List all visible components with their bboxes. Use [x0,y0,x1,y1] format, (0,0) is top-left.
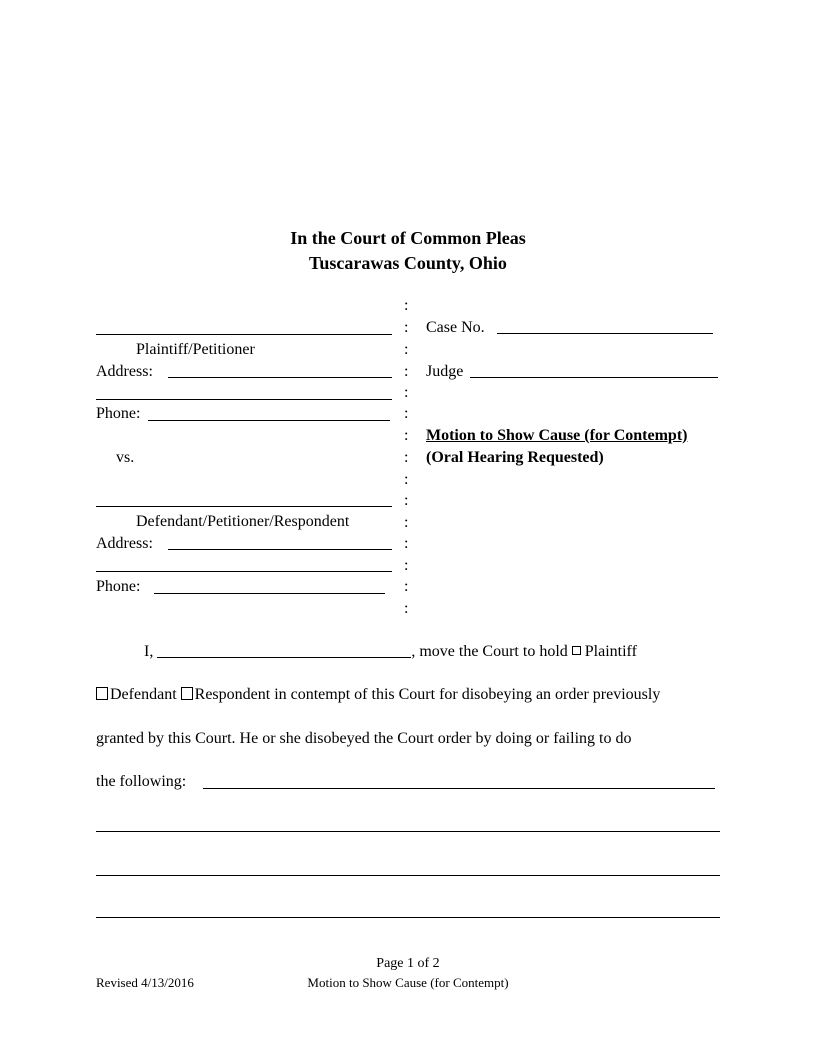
plaintiff-phone-field[interactable] [148,420,390,421]
movant-name-field[interactable] [157,643,411,658]
colon: : [404,514,409,531]
following-label: the following: [96,773,187,790]
defendant-phone-field[interactable] [154,593,385,594]
revised-date: Revised 4/13/2016 [96,975,194,990]
respondent-option-label: Respondent [194,686,271,703]
defendant-address-label: Address: [96,535,153,552]
colon: : [404,578,409,595]
colon: : [404,600,409,617]
contempt-text: in contempt of this Court for disobeying an order previously [274,686,661,703]
colon: : [404,319,409,336]
defendant-name-field[interactable] [96,506,392,507]
colon: : [404,427,409,444]
plaintiff-option-label: Plaintiff [584,643,637,660]
movant-prefix: I, [144,643,154,660]
defendant-phone-label: Phone: [96,578,141,595]
county-title: Tuscarawas County, Ohio [309,253,507,273]
colon: : [404,492,409,509]
plaintiff-checkbox[interactable] [572,646,581,655]
colon: : [404,297,409,314]
plaintiff-label: Plaintiff/Petitioner [136,341,255,358]
colon: : [404,471,409,488]
defendant-label: Defendant/Petitioner/Respondent [136,513,350,530]
plaintiff-address-label: Address: [96,363,153,380]
move-court-text: , move the Court to hold [411,643,568,660]
colon: : [404,341,409,358]
colon: : [404,405,409,422]
page-number: Page 1 of 2 [376,956,440,971]
body-line-3: granted by this Court. He or she disobeyed the Court order by doing or failing to do [96,730,632,747]
case-no-label: Case No. [426,319,485,336]
plaintiff-phone-label: Phone: [96,405,141,422]
defendant-option-label: Defendant [110,686,177,703]
defendant-checkbox[interactable] [96,687,108,700]
reason-line-3-field[interactable] [96,875,720,876]
defendant-address-field[interactable] [168,549,392,550]
judge-label: Judge [426,363,464,380]
reason-line-1-field[interactable] [203,788,715,789]
colon: : [404,384,409,401]
case-no-field[interactable] [497,333,713,334]
motion-subtitle: (Oral Hearing Requested) [426,449,604,466]
colon: : [404,535,409,552]
body-line-2 [96,685,660,705]
court-title: In the Court of Common Pleas [290,228,526,248]
reason-line-4-field[interactable] [96,917,720,918]
footer-form-title: Motion to Show Cause (for Contempt) [307,975,509,990]
plaintiff-name-field[interactable] [96,334,392,335]
judge-field[interactable] [470,377,718,378]
colon: : [404,363,409,380]
defendant-address-line2-field[interactable] [96,571,392,572]
reason-line-2-field[interactable] [96,831,720,832]
plaintiff-address-field[interactable] [168,377,392,378]
colon: : [404,557,409,574]
respondent-checkbox[interactable] [181,687,193,700]
body-line-1 [144,642,637,662]
versus-label: vs. [116,449,135,466]
motion-title: Motion to Show Cause (for Contempt) [426,427,688,444]
plaintiff-address-line2-field[interactable] [96,399,392,400]
colon: : [404,449,409,466]
